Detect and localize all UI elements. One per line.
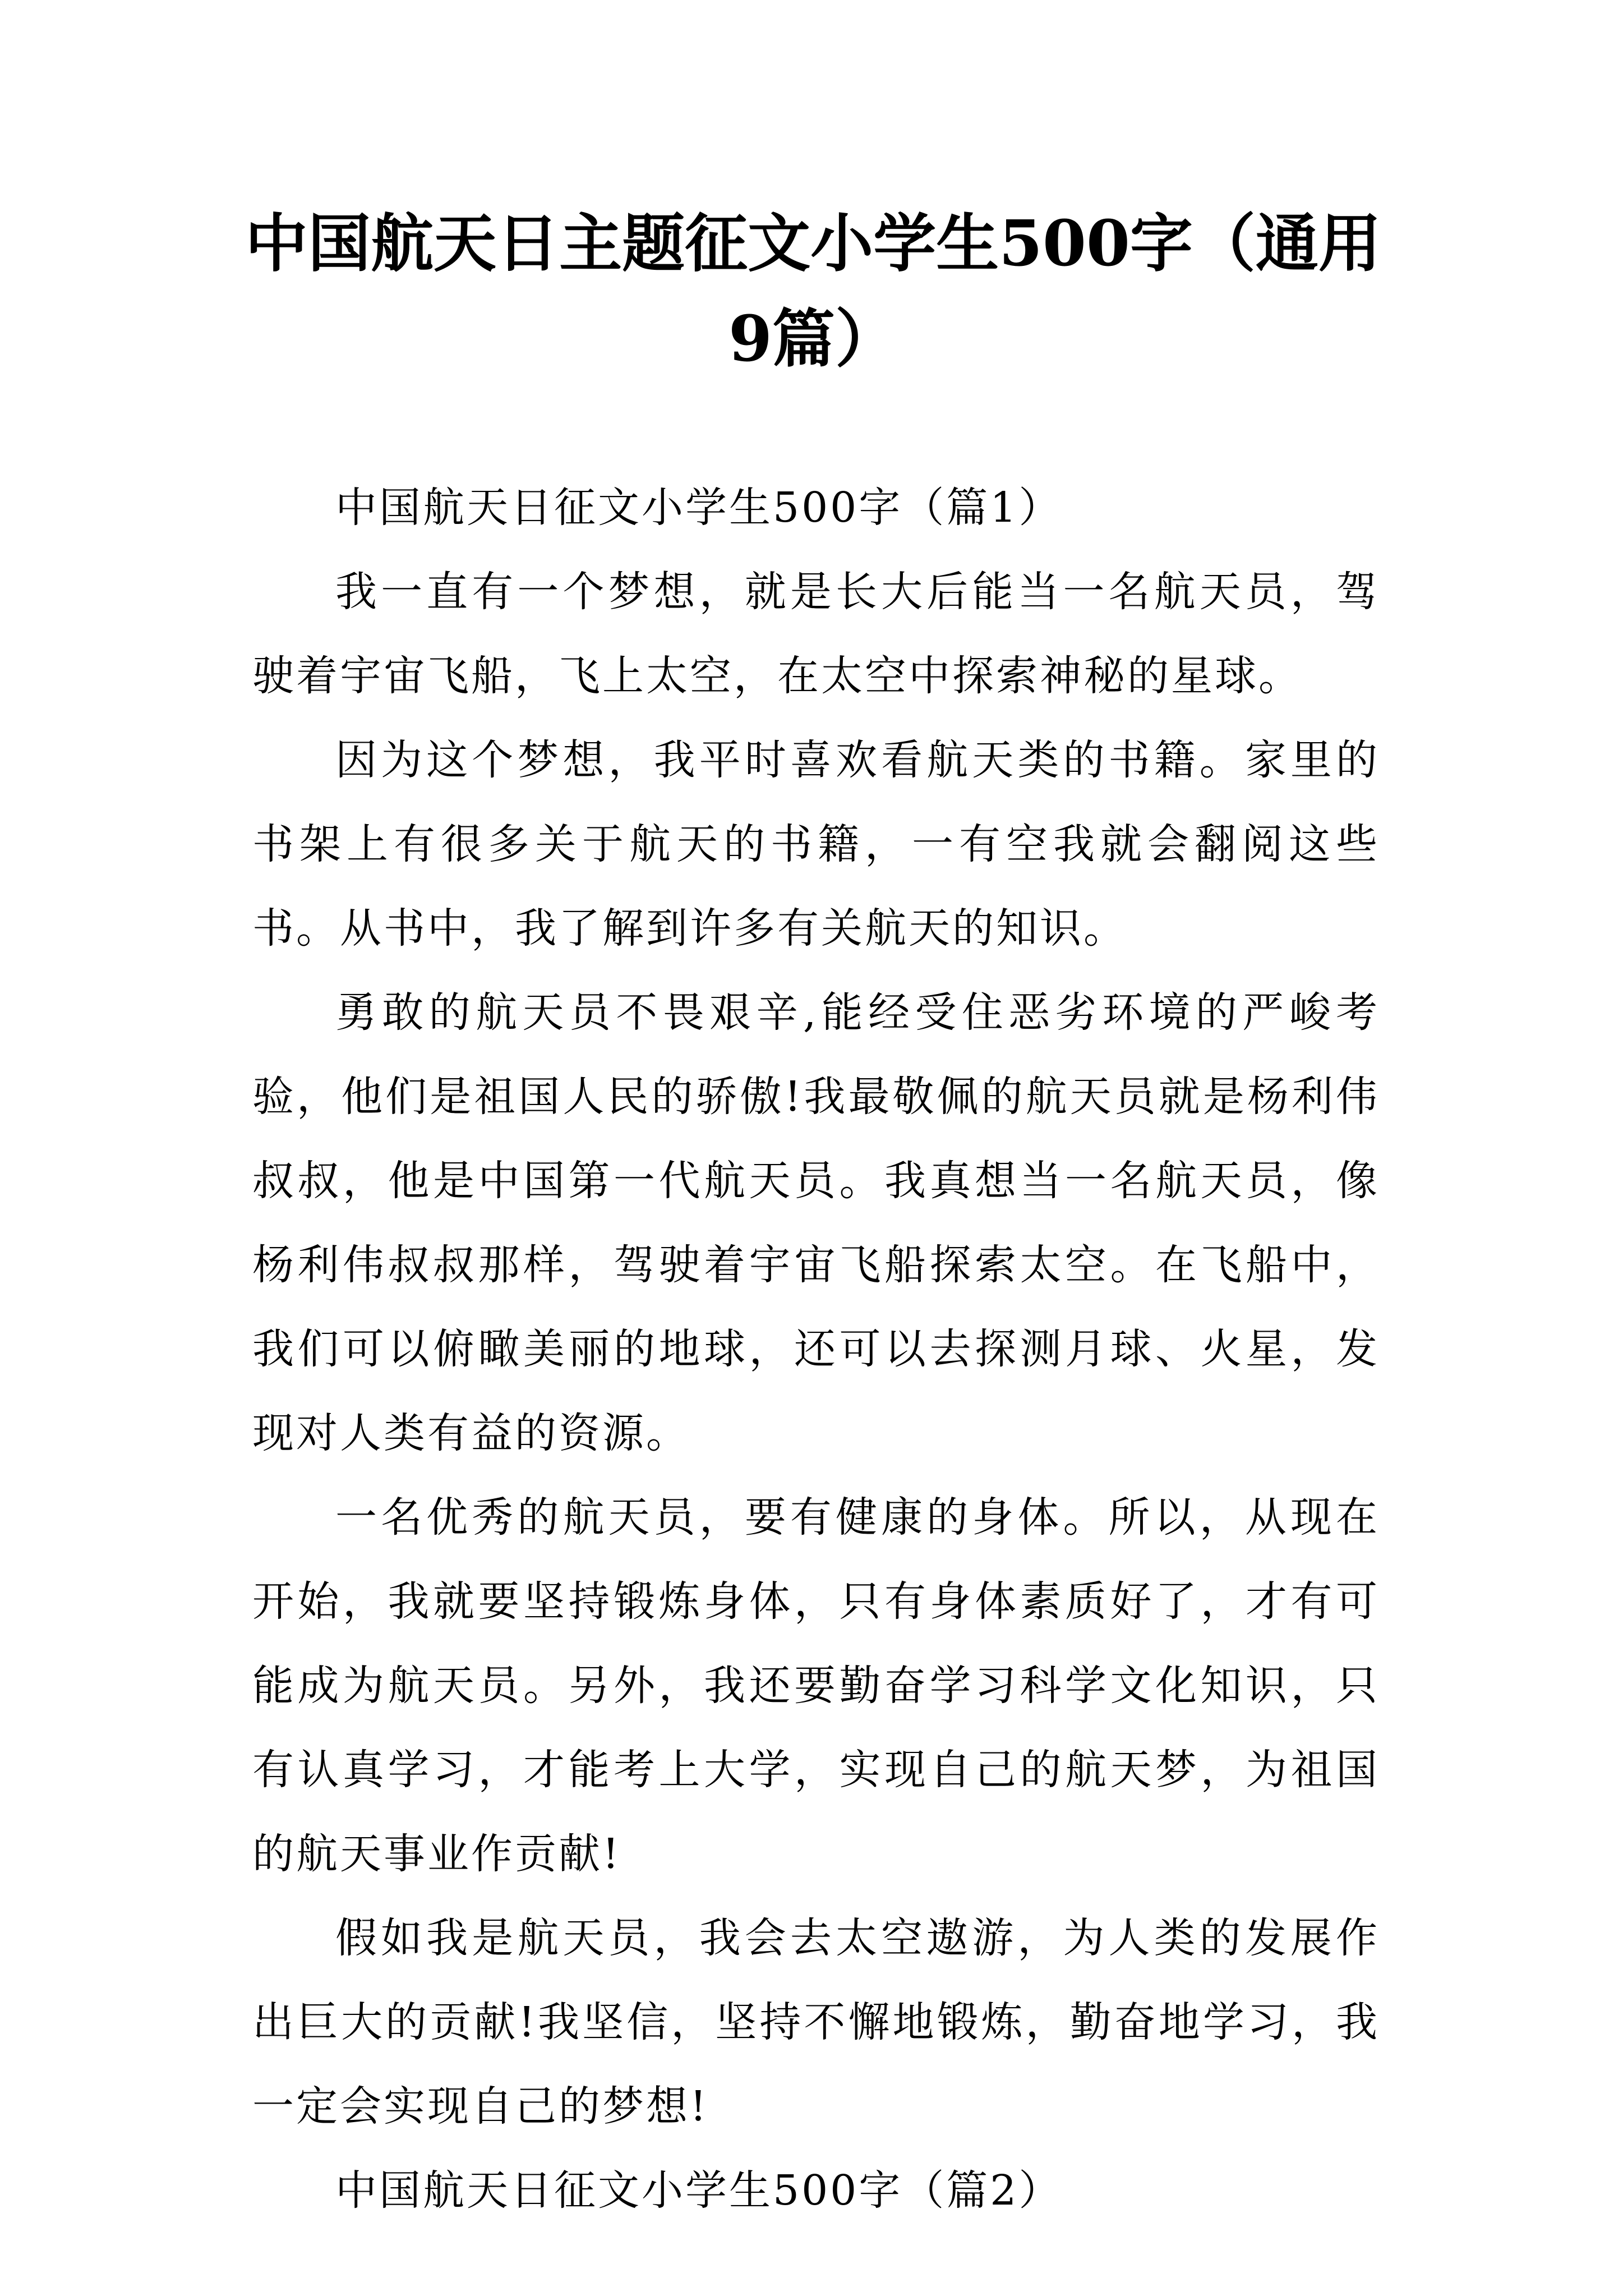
paragraph: 我一直有一个梦想，就是长大后能当一名航天员，驾驶着宇宙飞船，飞上太空，在太空中探索神秘的星球。: [252, 568, 1380, 700]
paragraph: 一名优秀的航天员，要有健康的身体。所以，从现在开始，我就要坚持锻炼身体，只有身体素质好了，才有可能成为航天员。另外，我还要勤奋学习科学文化知识，只有认真学习，才能考上大学，实现自己的航天梦，为祖国的航天事业作贡献!: [252, 1493, 1380, 1878]
section-heading-1: 中国航天日征文小学生500字（篇1）: [335, 484, 1063, 532]
paragraph: 假如我是航天员，我会去太空遨游，为人类的发展作出巨大的贡献!我坚信，坚持不懈地锻炼，勤奋地学习，我一定会实现自己的梦想!: [252, 1914, 1380, 2131]
paragraph: 因为这个梦想，我平时喜欢看航天类的书籍。家里的书架上有很多关于航天的书籍，一有空我就会翻阅这些书。从书中，我了解到许多有关航天的知识。: [252, 736, 1380, 953]
document-body: [252, 466, 1380, 2233]
document-title: 中国航天日主题征文小学生500字（通用9篇）: [245, 207, 1381, 376]
paragraph: 勇敢的航天员不畏艰辛,能经受住恶劣环境的严峻考验，他们是祖国人民的骄傲!我最敬佩的航天员就是杨利伟叔叔，他是中国第一代航天员。我真想当一名航天员，像杨利伟叔叔那样，驾驶着宇宙飞船探索太空。在飞船中，我们可以俯瞰美丽的地球，还可以去探测月球、火星，发现对人类有益的资源。: [252, 988, 1380, 1457]
section-heading-2: 中国航天日征文小学生500字（篇2）: [335, 2166, 1063, 2215]
